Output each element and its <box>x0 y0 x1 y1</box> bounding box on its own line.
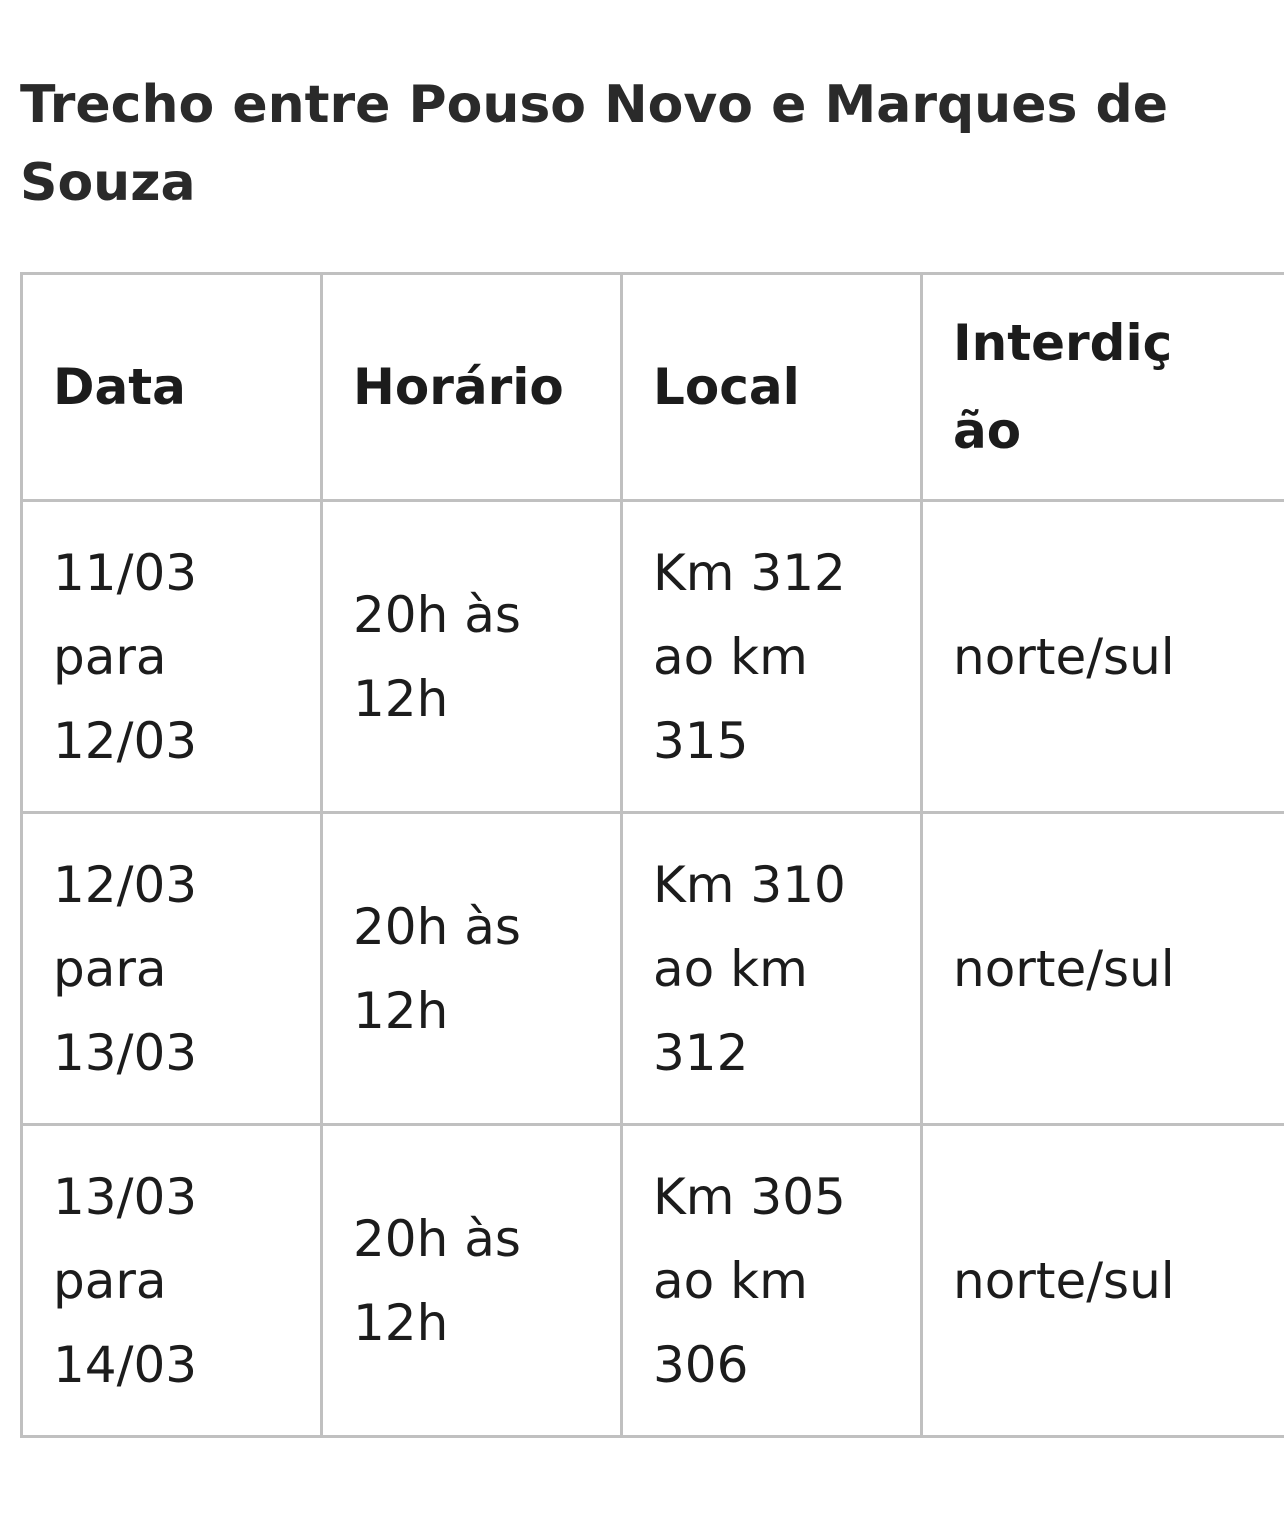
cell-text: Km 310 ao km 312 <box>653 855 846 1082</box>
cell-data <box>22 1125 322 1437</box>
column-header-interdicao <box>922 274 1284 501</box>
cell-text: 11/03 para 12/03 <box>53 543 198 770</box>
cell-text: 20h às 12h <box>353 585 521 728</box>
cell-local <box>622 813 922 1125</box>
schedule-table-container[interactable] <box>20 272 1284 1442</box>
column-header-data <box>22 274 322 501</box>
cell-text: norte/sul <box>953 939 1175 998</box>
schedule-table <box>20 272 1284 1438</box>
cell-interdicao <box>922 1125 1284 1437</box>
cell-interdicao <box>922 813 1284 1125</box>
cell-data <box>22 813 322 1125</box>
cell-text: norte/sul <box>953 627 1175 686</box>
cell-horario <box>322 813 622 1125</box>
page-title: Trecho entre Pouso Novo e Marques de Souza <box>20 75 1169 213</box>
column-header-local <box>622 274 922 501</box>
cell-horario <box>322 501 622 813</box>
column-header-label: Data <box>53 358 186 416</box>
table-row <box>22 501 1284 813</box>
cell-text: Km 312 ao km 315 <box>653 543 846 770</box>
cell-text: Km 305 ao km 306 <box>653 1167 846 1394</box>
cell-text: 13/03 para 14/03 <box>53 1167 198 1394</box>
cell-local <box>622 501 922 813</box>
cell-data <box>22 501 322 813</box>
cell-text: 20h às 12h <box>353 897 521 1040</box>
cell-text: 12/03 para 13/03 <box>53 855 198 1082</box>
column-header-label: Interdição <box>953 314 1173 460</box>
column-header-label: Local <box>653 358 800 416</box>
cell-horario <box>322 1125 622 1437</box>
column-header-horario <box>322 274 622 501</box>
table-header-row <box>22 274 1284 501</box>
cell-interdicao <box>922 501 1284 813</box>
cell-text: norte/sul <box>953 1251 1175 1310</box>
cell-text: 20h às 12h <box>353 1209 521 1352</box>
column-header-label: Horário <box>353 358 564 416</box>
cell-local <box>622 1125 922 1437</box>
table-row <box>22 813 1284 1125</box>
table-row <box>22 1125 1284 1437</box>
